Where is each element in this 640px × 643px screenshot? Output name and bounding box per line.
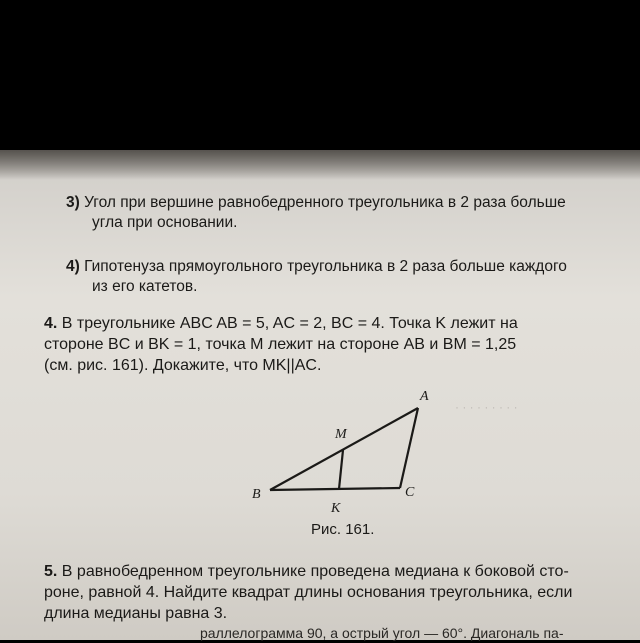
problem-5-line-3 (44, 604, 227, 623)
problem-5-number: 5. (44, 563, 58, 580)
side-bc (270, 488, 400, 490)
label-c: C (405, 485, 415, 500)
bleed-through-text: · · · · · · · · · (455, 400, 518, 414)
figure-caption: Рис. 161. (311, 521, 375, 538)
problem-5-line1: В равнобедренном треугольнике проведена медиана к боковой сто- (61, 563, 569, 580)
item-3-number: 3) (66, 194, 80, 211)
label-m: M (335, 427, 347, 442)
label-b: B (252, 487, 261, 502)
problem-4-line3: (см. рис. 161). Докажите, что MK||AC. (44, 357, 322, 374)
problem-5-line-2 (44, 583, 572, 602)
problem-5 (44, 562, 569, 581)
problem-4-number: 4. (44, 315, 58, 332)
problem-5-line3: длина медианы равна 3. (44, 605, 228, 622)
problem-4-line1: В треугольнике ABC AB = 5, AC = 2, BC = 4. Точка K лежит на (61, 315, 518, 332)
segment-mk (339, 450, 343, 489)
problem-5-line2: роне, равной 4. Найдите квадрат длины основания треугольника, если (44, 584, 573, 601)
problem-4-line2: стороне BC и BK = 1, точка M лежит на стороне AB и BM = 1,25 (44, 336, 517, 353)
side-ac (400, 408, 418, 488)
item-4-line2: из его катетов. (92, 278, 198, 295)
item-4-number: 4) (66, 258, 80, 275)
item-3-line1: Угол при вершине равнобедренного треугольника в 2 раза больше (84, 194, 566, 211)
item-4-line1: Гипотенуза прямоугольного треугольника в 2 раза больше каждого (84, 258, 567, 275)
label-a: A (420, 389, 429, 404)
next-problem-partial (200, 624, 563, 643)
label-k: K (331, 501, 341, 516)
side-ab (270, 408, 418, 490)
item-3-line2: угла при основании. (92, 214, 238, 231)
next-problem-line: раллелограмма 90, а острый угол — 60°. Диагональ па- (200, 625, 564, 641)
